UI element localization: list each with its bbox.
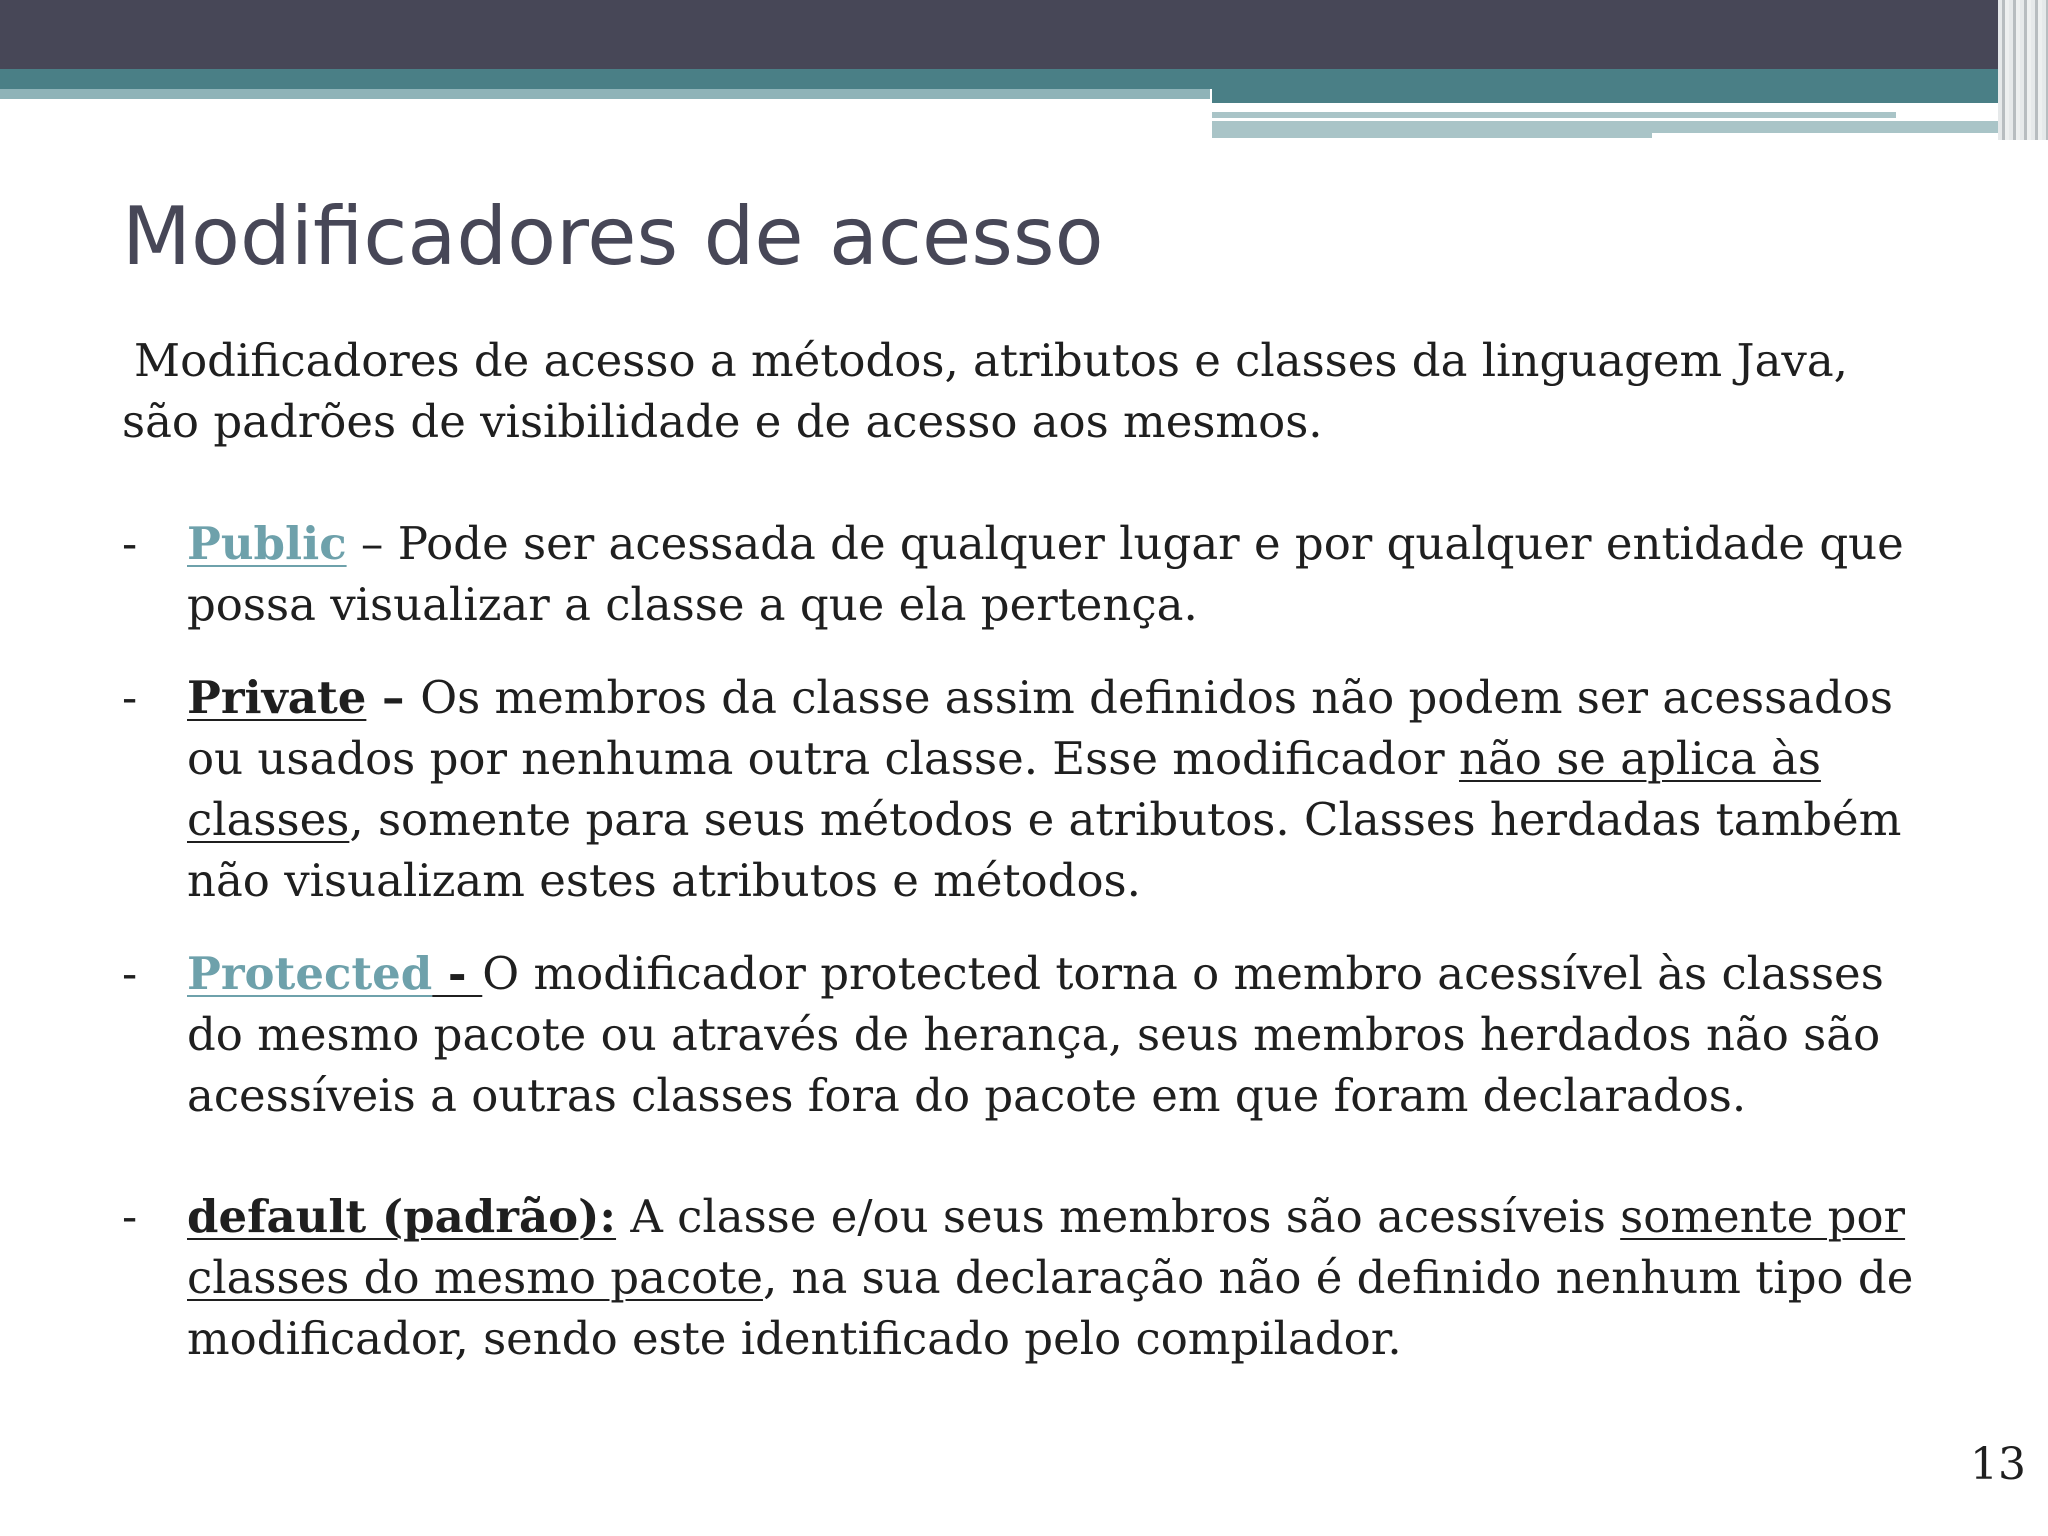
header-band-right-light (1212, 121, 1652, 138)
term-separator: – (366, 671, 421, 724)
slide-title: Modificadores de acesso (122, 190, 1104, 283)
item-text-after: , somente para seus métodos e atributos. Classes herdadas também não visualizam estes atributos e métodos. (187, 793, 1902, 907)
bullet-dash: - (122, 1190, 138, 1243)
page-number: 13 (1970, 1439, 2026, 1490)
list-item-public (122, 513, 1922, 635)
edge-stripes (1998, 0, 2048, 140)
header-band-dark (0, 0, 2048, 69)
list-item-private (122, 667, 1922, 911)
item-text-before: Os membros da classe assim definidos não podem ser acessados ou usados por nenhuma outra classe. Esse modificador (187, 671, 1894, 785)
term-protected-link[interactable]: Protected (187, 947, 433, 1000)
header-band-right-light-2 (1652, 121, 2002, 133)
list-item-default (122, 1186, 1922, 1369)
slide-content (122, 330, 1922, 1401)
list-item-protected (122, 943, 1922, 1126)
item-text: Pode ser acessada de qualquer lugar e por qualquer entidade que possa visualizar a classe a que ela pertença. (187, 517, 1904, 631)
term-separator: - (432, 947, 483, 1000)
bullet-dash: - (122, 517, 138, 570)
term-separator: – (346, 517, 398, 570)
item-text-before: A classe e/ou seus membros são acessíveis (616, 1190, 1621, 1243)
bullet-dash: - (122, 947, 138, 1000)
term-private: Private (187, 671, 367, 724)
term-default: default (padrão): (187, 1190, 617, 1243)
header-band-right-line (1212, 112, 1896, 118)
bullet-dash: - (122, 671, 138, 724)
item-text-underlined: somente por classes do mesmo pacote (187, 1190, 1906, 1304)
header-band-light (0, 89, 1210, 99)
header-band-teal (0, 69, 2048, 89)
item-text-underlined: não se aplica às classes (187, 732, 1821, 846)
intro-paragraph: Modificadores de acesso a métodos, atributos e classes da linguagem Java, são padrões de visibilidade e de acesso aos mesmos. (122, 334, 1848, 448)
header-band-right-teal (1212, 89, 2048, 103)
item-text: O modificador protected torna o membro acessível às classes do mesmo pacote ou através de herança, seus membros herdados não são acessíveis a outras classes fora do pacote em que foram declarados. (187, 947, 1884, 1122)
item-text-after: , na sua declaração não é definido nenhum tipo de modificador, sendo este identificado pelo compilador. (187, 1251, 1914, 1365)
term-public-link[interactable]: Public (187, 517, 347, 570)
